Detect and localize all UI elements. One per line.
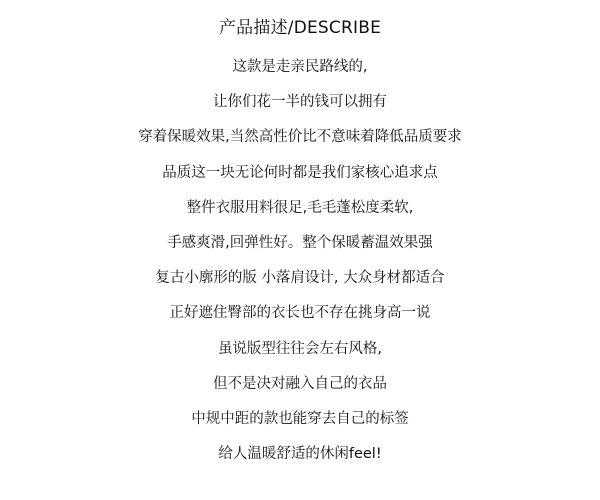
description-line: 给人温暖舒适的休闲feel! xyxy=(218,446,382,463)
description-line: 让你们花一半的钱可以拥有 xyxy=(213,94,387,111)
description-line: 中规中距的款也能穿去自己的标签 xyxy=(191,410,409,427)
description-text-block xyxy=(0,53,600,475)
description-line: 正好遮住臀部的衣长也不存在挑身高一说 xyxy=(169,305,431,322)
description-line: 手感爽滑,回弹性好。整个保暖蓄温效果强 xyxy=(167,234,433,251)
description-line: 穿着保暖效果,当然高性价比不意味着降低品质要求 xyxy=(138,129,462,146)
description-line: 这款是走亲民路线的, xyxy=(232,59,368,75)
page-title: 产品描述/DESCRIBE xyxy=(218,18,382,38)
description-line: 虽说版型往往会左右风格, xyxy=(217,340,383,357)
description-line: 品质这一块无论何时都是我们家核心追求点 xyxy=(162,164,438,181)
description-line: 整件衣服用料很足,毛毛蓬松度柔软, xyxy=(186,199,414,216)
description-line: 复古小廓形的版 小落肩设计, 大众身材都适合 xyxy=(155,270,445,287)
description-line: 但不是决对融入自己的衣品 xyxy=(213,375,387,392)
